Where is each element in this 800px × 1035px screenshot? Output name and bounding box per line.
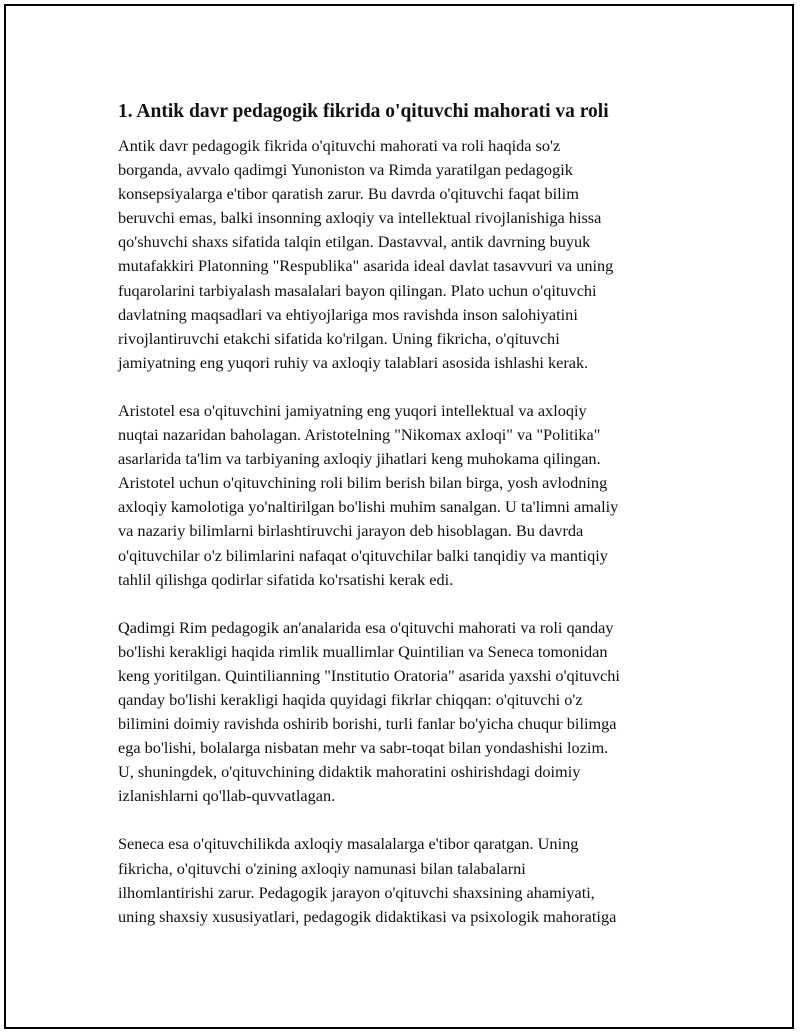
paragraph-list: [118, 134, 693, 929]
text-line: ilhomlantirishi zarur. Pedagogik jarayon o'qituvchi shaxsining ahamiyati,: [118, 882, 595, 902]
text-line: uning shaxsiy xususiyatlari, pedagogik didaktikasi va psixologik mahoratiga: [118, 906, 617, 926]
text-line: va nazariy bilimlarni birlashtiruvchi jarayon deb hisoblagan. Bu davrda: [118, 521, 584, 541]
text-line: fikricha, o'qituvchi o'zining axloqiy namunasi bilan talabalarni: [118, 858, 526, 878]
text-line: nuqtai nazaridan baholagan. Aristotelning "Nikomax axloqi" va "Politika": [118, 425, 601, 445]
paragraph: [118, 399, 693, 592]
text-line: bo'lishi kerakligi haqida rimlik muallimlar Quintilian va Seneca tomonidan: [118, 641, 608, 661]
text-line: Seneca esa o'qituvchilikda axloqiy masalalarga e'tibor qaratgan. Uning: [118, 834, 579, 854]
text-line: borganda, avvalo qadimgi Yunoniston va Rimda yaratilgan pedagogik: [118, 160, 573, 180]
paragraph: [118, 832, 693, 928]
text-line: axloqiy kamolotiga yo'naltirilgan bo'lishi muhim sanalgan. U ta'limni amaliy: [118, 497, 619, 517]
text-line: bilimini doimiy ravishda oshirib borishi, turli fanlar bo'yicha chuqur bilimga: [118, 714, 617, 734]
text-line: U, shuningdek, o'qituvchining didaktik mahoratini oshirishdagi doimiy: [118, 762, 581, 782]
text-line: Aristotel esa o'qituvchini jamiyatning eng yuqori intellektual va axloqiy: [118, 400, 587, 420]
text-line: fuqarolarini tarbiyalash masalalari bayon qilingan. Plato uchun o'qituvchi: [118, 280, 597, 300]
text-line: mutafakkiri Platonning "Respublika" asarida ideal davlat tasavvuri va uning: [118, 256, 614, 276]
text-line: keng yoritilgan. Quintilianning "Institutio Oratoria" asarida yaxshi o'qituvchi: [118, 665, 620, 685]
text-line: izlanishlarni qo'llab-quvvatlagan.: [118, 786, 336, 806]
document-body: [118, 98, 693, 953]
text-line: Qadimgi Rim pedagogik an'analarida esa o'qituvchi mahorati va roli qanday: [118, 617, 614, 637]
text-line: qanday bo'lishi kerakligi haqida quyidagi fikrlar chiqqan: o'qituvchi o'z: [118, 689, 583, 709]
text-line: o'qituvchilar o'z bilimlarini nafaqat o'qituvchilar balki tanqidiy va mantiqiy: [118, 545, 608, 565]
text-line: beruvchi emas, balki insonning axloqiy va intellektual rivojlanishiga hissa: [118, 208, 602, 228]
paragraph: [118, 616, 693, 809]
section-heading: 1. Antik davr pedagogik fikrida o'qituvchi mahorati va roli: [118, 101, 609, 122]
text-line: Aristotel uchun o'qituvchining roli bilim berish bilan birga, yosh avlodning: [118, 473, 608, 493]
text-line: asarlarida ta'lim va tarbiyaning axloqiy jihatlari keng muhokama qilingan.: [118, 449, 601, 469]
text-line: davlatning maqsadlari va ehtiyojlariga mos ravishda inson salohiyatini: [118, 304, 578, 324]
text-line: Antik davr pedagogik fikrida o'qituvchi mahorati va roli haqida so'z: [118, 136, 561, 155]
text-line: konsepsiyalarga e'tibor qaratish zarur. Bu davrda o'qituvchi faqat bilim: [118, 184, 579, 204]
text-line: tahlil qilishga qodirlar sifatida ko'rsatishi kerak edi.: [118, 569, 454, 589]
text-line: jamiyatning eng yuqori ruhiy va axloqiy talablari asosida ishlashi kerak.: [118, 352, 589, 372]
paragraph: [118, 134, 693, 375]
text-line: rivojlantiruvchi etakchi sifatida ko'rilgan. Uning fikricha, o'qituvchi: [118, 328, 560, 348]
text-line: qo'shuvchi shaxs sifatida talqin etilgan. Dastavval, antik davrning buyuk: [118, 232, 591, 252]
page-frame: [4, 4, 794, 1029]
text-line: ega bo'lishi, bolalarga nisbatan mehr va sabr-toqat bilan yondashishi lozim.: [118, 738, 609, 758]
